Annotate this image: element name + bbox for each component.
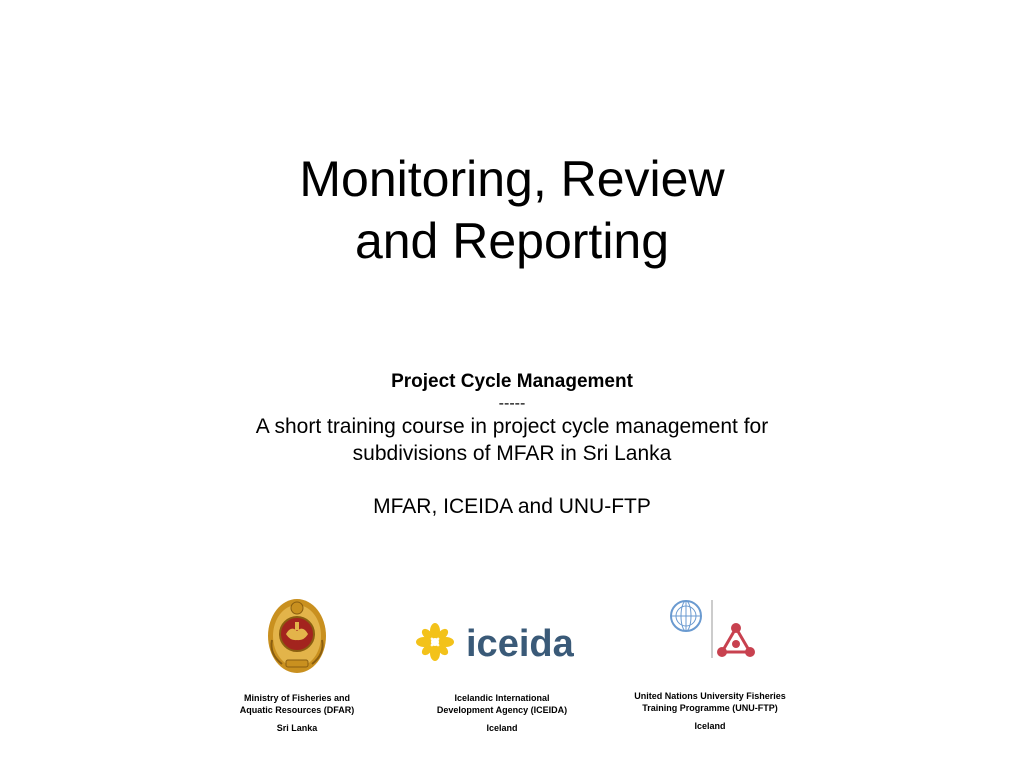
course-description-line-2: subdivisions of MFAR in Sri Lanka — [352, 442, 672, 465]
mfar-caption — [200, 692, 394, 734]
iceida-caption-line-1: Icelandic International — [454, 693, 550, 703]
unu-caption-line-2: Training Programme (UNU-FTP) — [642, 703, 778, 713]
iceida-caption — [406, 692, 598, 734]
course-description-line-1: A short training course in project cycle management for — [255, 415, 769, 438]
iceida-logo-icon — [414, 620, 590, 664]
slide-title — [0, 148, 1024, 272]
organizations-line: MFAR, ICEIDA and UNU-FTP — [373, 495, 651, 518]
mfar-caption-line-1: Ministry of Fisheries and — [243, 693, 351, 703]
unu-caption-line-1: United Nations University Fisheries — [634, 691, 786, 701]
sri-lanka-emblem-icon — [266, 594, 328, 674]
unu-country: Iceland — [694, 721, 726, 731]
mfar-caption-line-2: Aquatic Resources (DFAR) — [239, 705, 355, 715]
un-emblem-icon — [666, 598, 760, 668]
iceida-country: Iceland — [486, 723, 518, 733]
iceida-wordmark: iceida — [466, 623, 574, 664]
iceida-caption-line-2: Development Agency (ICEIDA) — [436, 705, 568, 715]
unu-caption — [600, 690, 820, 732]
mfar-country: Sri Lanka — [276, 723, 318, 733]
course-heading: Project Cycle Management — [391, 371, 633, 392]
title-line-2: and Reporting — [354, 213, 670, 269]
heading-divider: ----- — [498, 395, 526, 412]
title-line-1: Monitoring, Review — [299, 151, 725, 207]
slide-subtitle — [0, 368, 1024, 520]
